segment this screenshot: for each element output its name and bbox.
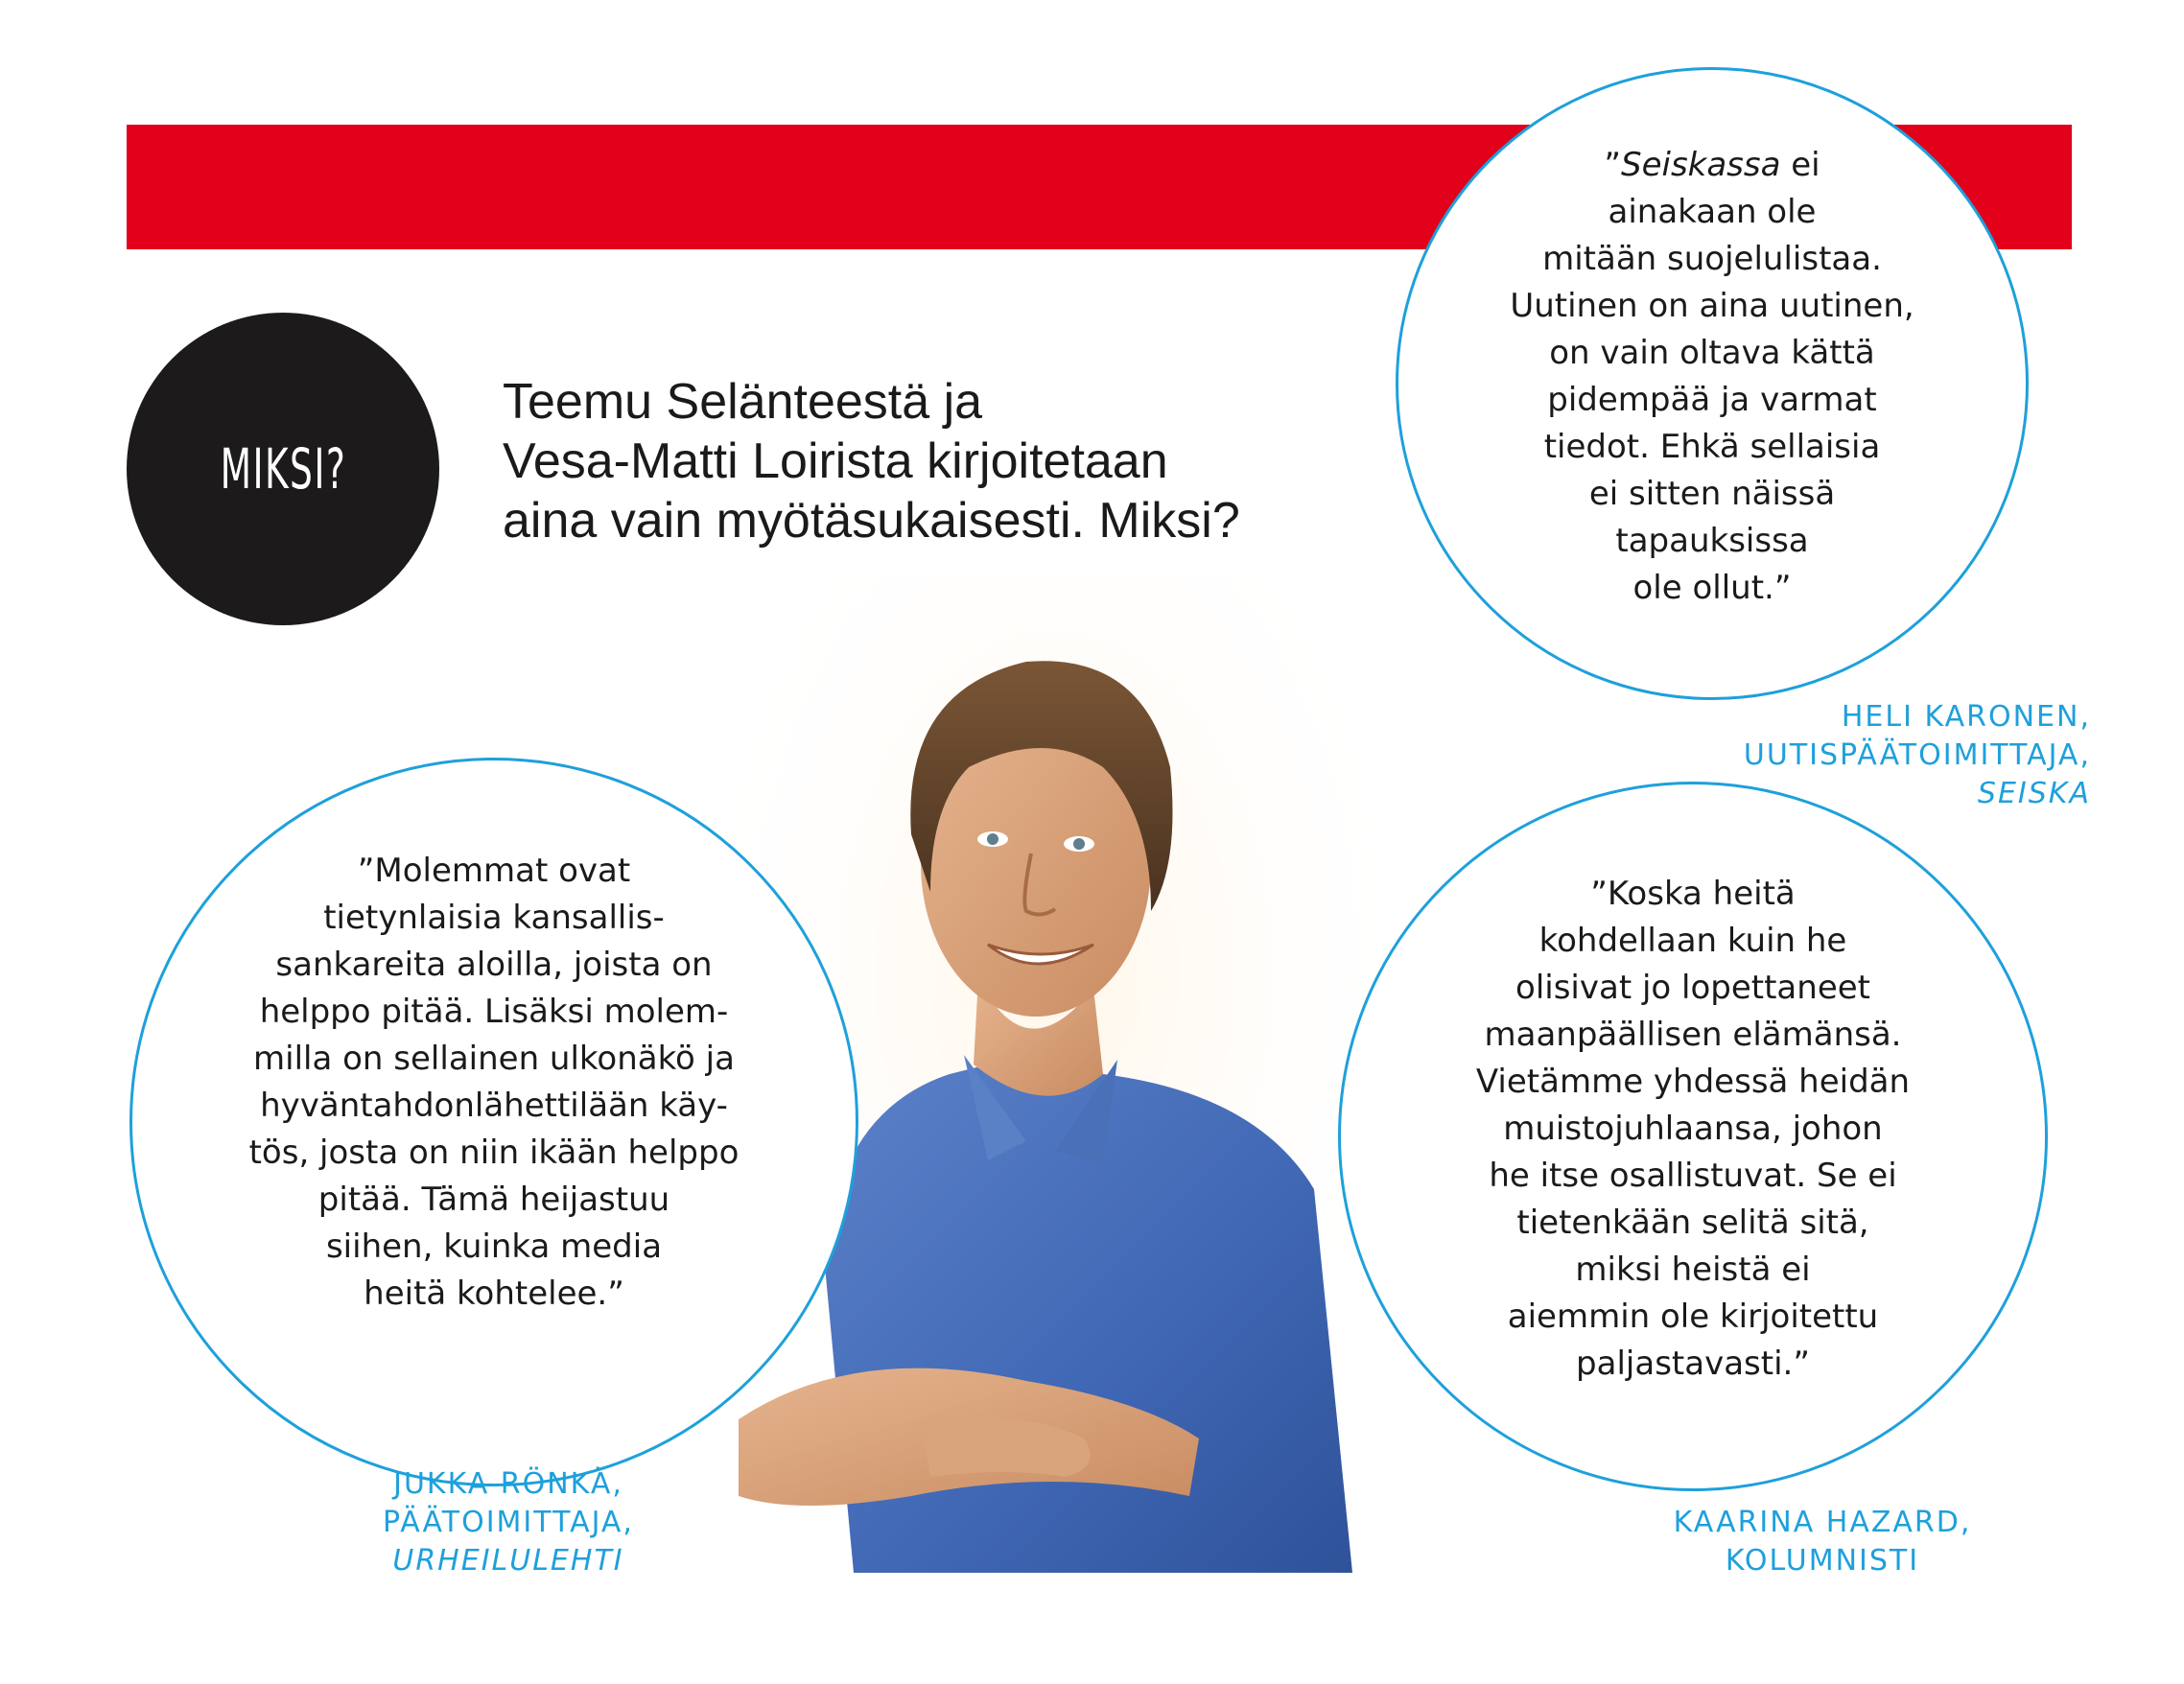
attribution-name: JUKKA RÖNKÄ, xyxy=(393,1467,623,1501)
quote-line: helppo pitää. Lisäksi molem- xyxy=(259,993,729,1031)
quote-line: tapauksissa xyxy=(1615,522,1809,560)
quote-line: pidempää ja varmat xyxy=(1547,381,1877,419)
quote-line: muistojuhlaansa, johon xyxy=(1503,1110,1883,1148)
quote-line: tietynlaisia kansallis- xyxy=(323,899,665,937)
quote-line: sankareita aloilla, joista on xyxy=(275,946,713,984)
miksi-badge xyxy=(127,313,439,625)
quote-line: ainakaan ole xyxy=(1608,193,1817,231)
quote-line-rest: ei xyxy=(1780,146,1820,184)
quote-karonen xyxy=(1434,142,1990,612)
quote-line: tietenkään selitä sitä, xyxy=(1516,1204,1869,1242)
quote-line: ”Molemmat ovat xyxy=(357,852,631,890)
quote-line: siihen, kuinka media xyxy=(325,1228,663,1266)
quote-line: maanpäällisen elämänsä. xyxy=(1484,1016,1902,1054)
quote-ronka xyxy=(168,848,820,1318)
headline-line: aina vain myötäsukaisesti. Miksi? xyxy=(503,493,1240,549)
headline xyxy=(503,372,1443,550)
quote-line: olisivat jo lopettaneet xyxy=(1515,969,1870,1007)
quote-line: kohdellaan kuin he xyxy=(1538,922,1847,960)
quote-line: paljastavasti.” xyxy=(1576,1345,1810,1383)
quote-line xyxy=(1434,142,1990,189)
miksi-badge-label: MIKSI? xyxy=(220,436,346,502)
quote-line: ole ollut.” xyxy=(1632,569,1792,607)
quote-line: Uutinen on aina uutinen, xyxy=(1510,287,1914,325)
quote-line: Vietämme yhdessä heidän xyxy=(1475,1063,1911,1101)
quote-line: tös, josta on niin ikään helppo xyxy=(248,1134,740,1172)
attribution-title: UUTISPÄÄTOIMITTAJA, xyxy=(1743,738,2091,772)
quote-line: mitään suojelulistaa. xyxy=(1542,240,1882,278)
quote-line: hyväntahdonlähettilään käy- xyxy=(260,1087,728,1125)
attribution-title: PÄÄTOIMITTAJA, xyxy=(383,1506,634,1539)
quote-line: on vain oltava kättä xyxy=(1549,334,1875,372)
quote-line: heitä kohtelee.” xyxy=(364,1275,624,1313)
quote-line: he itse osallistuvat. Se ei xyxy=(1489,1157,1897,1195)
quote-line: tiedot. Ehkä sellaisia xyxy=(1543,428,1881,466)
attribution-name: KAARINA HAZARD, xyxy=(1673,1506,1972,1539)
quote-hazard xyxy=(1367,871,2019,1388)
headline-line: Teemu Selänteestä ja xyxy=(503,374,983,430)
quote-line: miksi heistä ei xyxy=(1575,1251,1811,1289)
attribution-publication-text: URHEILULEHTI xyxy=(392,1544,624,1578)
attribution-ronka xyxy=(307,1465,710,1580)
quote-line: milla on sellainen ulkonäkö ja xyxy=(253,1040,735,1078)
quote-mark: ” xyxy=(1604,146,1621,184)
quote-line: pitää. Tämä heijastuu xyxy=(317,1181,670,1219)
attribution-publication-text: SEISKA xyxy=(1977,777,2091,810)
quote-line: aiemmin ole kirjoitettu xyxy=(1507,1298,1879,1336)
publication-name: Seiskassa xyxy=(1621,146,1781,184)
quote-line: ”Koska heitä xyxy=(1590,875,1796,913)
attribution-title: KOLUMNISTI xyxy=(1725,1544,1920,1578)
attribution-name: HELI KARONEN, xyxy=(1841,700,2091,734)
quote-line: ei sitten näissä xyxy=(1588,475,1836,513)
attribution-hazard xyxy=(1621,1504,2024,1580)
attribution-publication xyxy=(307,1542,710,1580)
headline-line: Vesa-Matti Loirista kirjoitetaan xyxy=(503,433,1168,489)
